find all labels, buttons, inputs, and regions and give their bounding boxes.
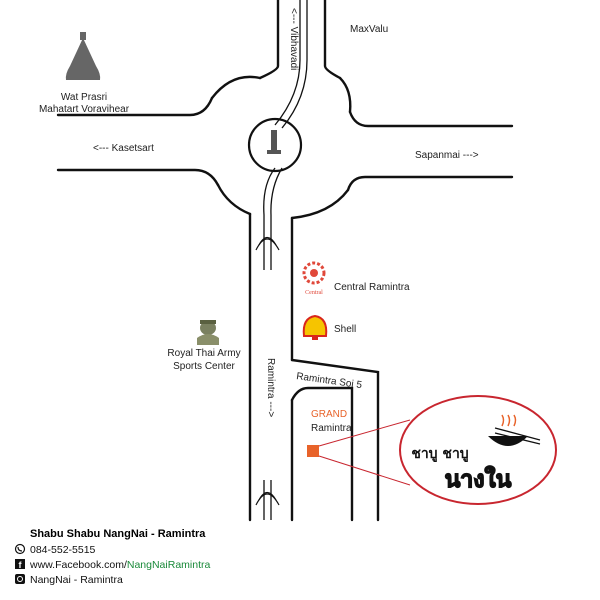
central-logo-text: Central (305, 290, 323, 296)
sapanmai-label: Sapanmai ---> (415, 150, 479, 161)
kasetsart-road-bottom-edge (58, 170, 218, 185)
ramintra-label: Ramintra ---> (265, 358, 276, 418)
facebook-icon (15, 559, 25, 570)
soi5-road-bottom-edge (292, 388, 352, 520)
roundabout-arc-se (292, 190, 348, 218)
army-label-line2: Sports Center (173, 361, 235, 372)
soi5-label: Ramintra Soi 5 (295, 371, 363, 392)
sapanmai-road-top-edge (350, 112, 512, 126)
temple-icon (66, 32, 100, 80)
army-label-line1: Royal Thai Army (167, 348, 241, 359)
roundabout-arc-nw (212, 77, 260, 98)
logo-thai-top: ชาบู ชาบู (411, 446, 469, 462)
instagram-icon (15, 574, 25, 584)
monument-icon (267, 130, 281, 154)
central-logo-icon (304, 263, 324, 296)
sapanmai-road-bottom-edge (348, 177, 512, 190)
wat-label-line1: Wat Prasri (60, 92, 108, 103)
shell-logo-icon (304, 316, 327, 340)
phone-icon (16, 545, 25, 554)
kasetsart-label: <--- Kasetsart (93, 143, 154, 154)
vibhavadi-road-left-edge (260, 0, 278, 78)
svg-text:f: f (18, 560, 22, 570)
soldier-icon (197, 320, 219, 345)
vibhavadi-road-right-edge (325, 0, 340, 78)
restaurant-logo (400, 396, 556, 504)
contact-phone[interactable]: 084-552-5515 (30, 544, 96, 556)
contact-title: Shabu Shabu NangNai - Ramintra (30, 528, 206, 540)
roundabout-arc-ne (340, 78, 350, 112)
vibhavadi-label: <--- Vibhavadi (288, 8, 299, 71)
contact-facebook[interactable] (29, 559, 210, 571)
facebook-page-name: NangNaiRamintra (126, 559, 211, 571)
median-divider (264, 0, 307, 520)
grand-label-line2: Ramintra (311, 423, 352, 434)
facebook-prefix: www.Facebook.com/ (30, 559, 127, 571)
grand-label-line1: GRAND (311, 409, 348, 420)
wat-label-line2: Mahatart Voravihear (38, 104, 130, 115)
maxvalu-label: MaxValu (350, 24, 389, 35)
shell-label: Shell (334, 324, 357, 335)
roundabout-arc-sw (218, 185, 250, 214)
central-label: Central Ramintra (334, 282, 410, 293)
contact-instagram[interactable]: NangNai - Ramintra (30, 574, 123, 586)
logo-thai-main: นางใน (444, 467, 512, 493)
restaurant-marker[interactable] (307, 445, 319, 457)
